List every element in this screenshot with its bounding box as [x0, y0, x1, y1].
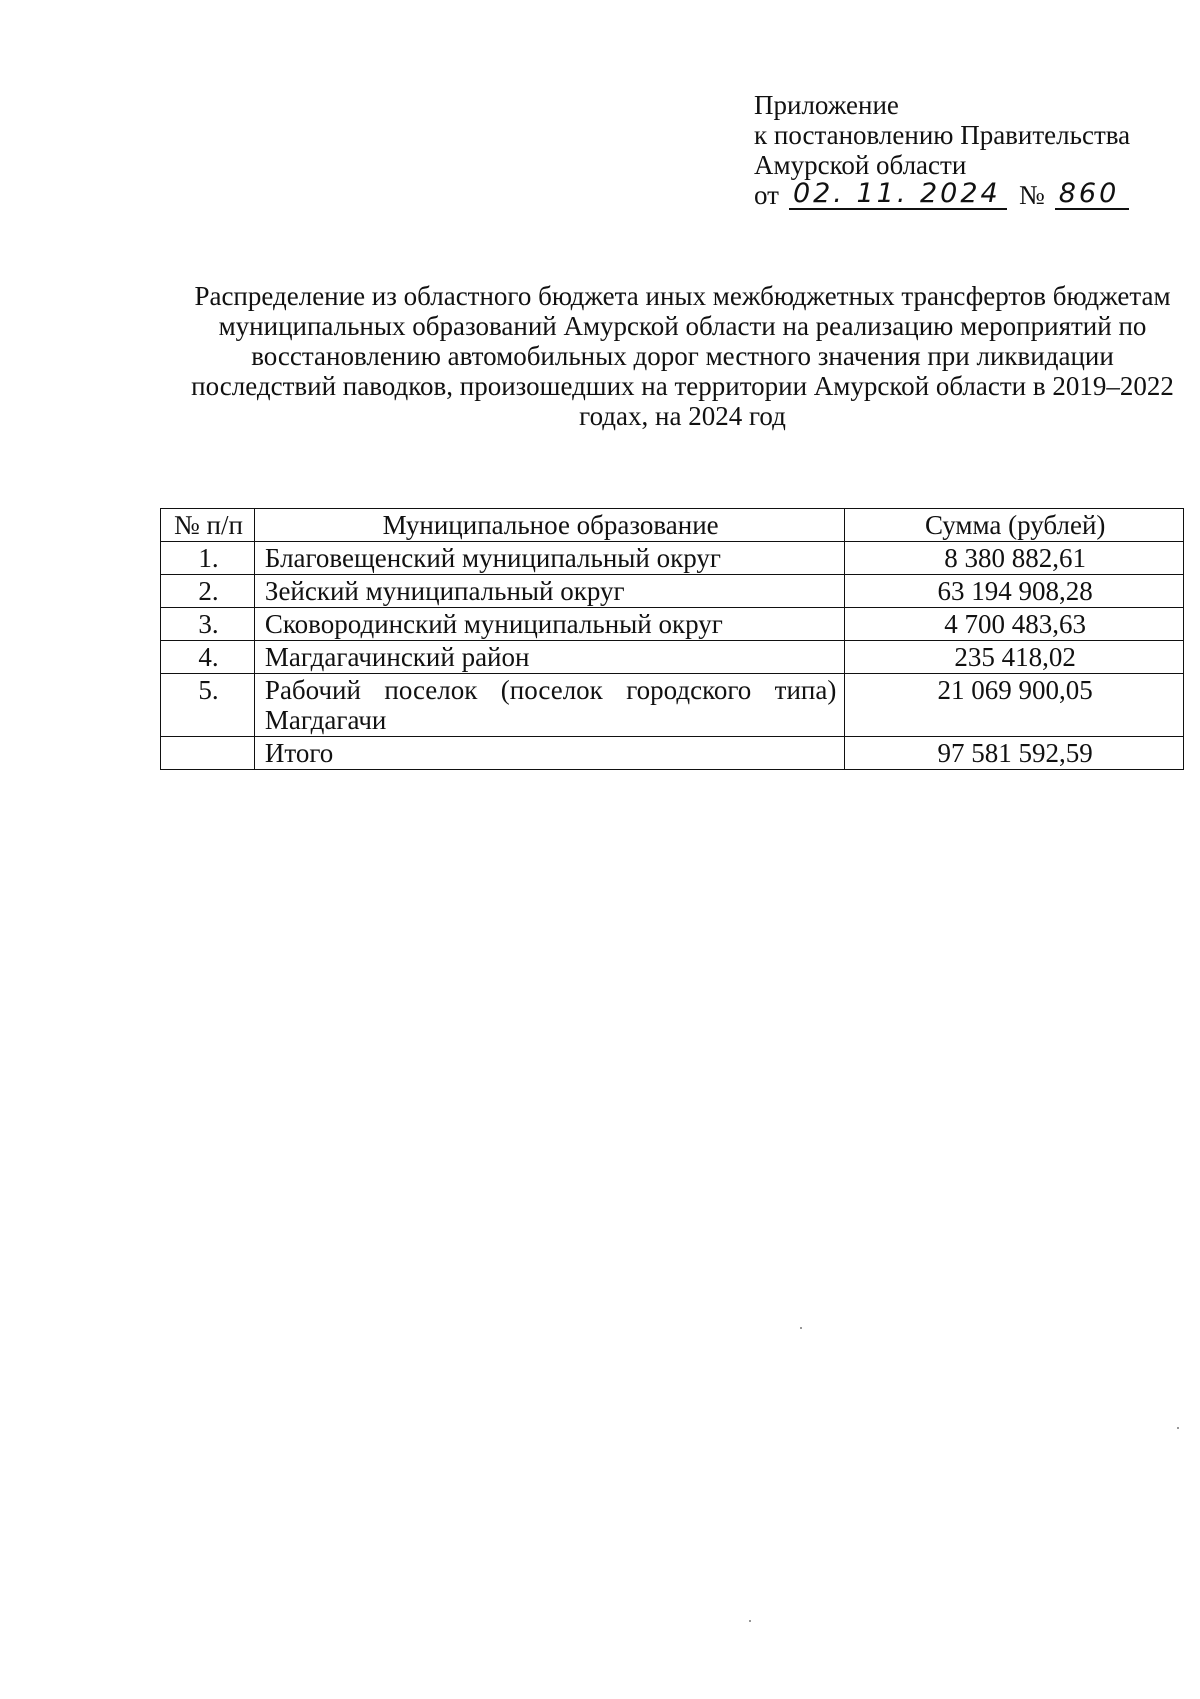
table-header-row — [161, 509, 1184, 542]
row-num: 2. — [161, 575, 255, 608]
date-prefix: от — [754, 180, 779, 210]
table-row — [161, 608, 1184, 641]
row-name: Зейский муниципальный округ — [254, 575, 844, 608]
table-row — [161, 575, 1184, 608]
row-num: 5. — [161, 674, 255, 737]
row-name: Благовещенский муниципальный округ — [254, 542, 844, 575]
row-sum: 21 069 900,05 — [845, 674, 1184, 737]
distribution-table — [160, 508, 1184, 770]
row-name: Магдагачинский район — [254, 641, 844, 674]
row-num: 4. — [161, 641, 255, 674]
row-num: 3. — [161, 608, 255, 641]
row-name: Рабочий поселок (поселок городского типа) Магдагачи — [254, 674, 844, 737]
document-title: Распределение из областного бюджета иных межбюджетных трансфертов бюджетам муниципальных образований Амурской области на реализацию мероприятий по восстановлению автомобильных дорог местного значения при ликвидации последствий паводков, произошедших на территории Амурской области в 2019–2022 годах, на 2024 год — [191, 281, 1174, 431]
appendix-line-1: Приложение — [754, 90, 899, 120]
total-sum: 97 581 592,59 — [845, 737, 1184, 770]
header-name: Муниципальное образование — [254, 509, 844, 542]
table-row — [161, 674, 1184, 737]
number-prefix: № — [1018, 180, 1045, 210]
row-sum: 235 418,02 — [845, 641, 1184, 674]
total-num — [161, 737, 255, 770]
header-sum: Сумма (рублей) — [845, 509, 1184, 542]
scan-speck — [800, 1327, 802, 1329]
table-row — [161, 641, 1184, 674]
row-sum: 8 380 882,61 — [845, 542, 1184, 575]
appendix-line-2: к постановлению Правительства — [754, 120, 1131, 150]
appendix-line-3: Амурской области — [754, 150, 967, 180]
scan-speck — [1177, 1427, 1179, 1429]
appendix-block — [754, 90, 1130, 210]
total-row — [161, 737, 1184, 770]
row-sum: 4 700 483,63 — [845, 608, 1184, 641]
handwritten-number: 860 — [1055, 180, 1129, 210]
handwritten-date: 02. 11. 2024 — [789, 180, 1007, 210]
header-num: № п/п — [161, 509, 255, 542]
row-sum: 63 194 908,28 — [845, 575, 1184, 608]
scan-speck — [749, 1620, 751, 1622]
table-row — [161, 542, 1184, 575]
total-label: Итого — [254, 737, 844, 770]
row-num: 1. — [161, 542, 255, 575]
date-number-line — [754, 180, 1130, 210]
row-name: Сковородинский муниципальный округ — [254, 608, 844, 641]
